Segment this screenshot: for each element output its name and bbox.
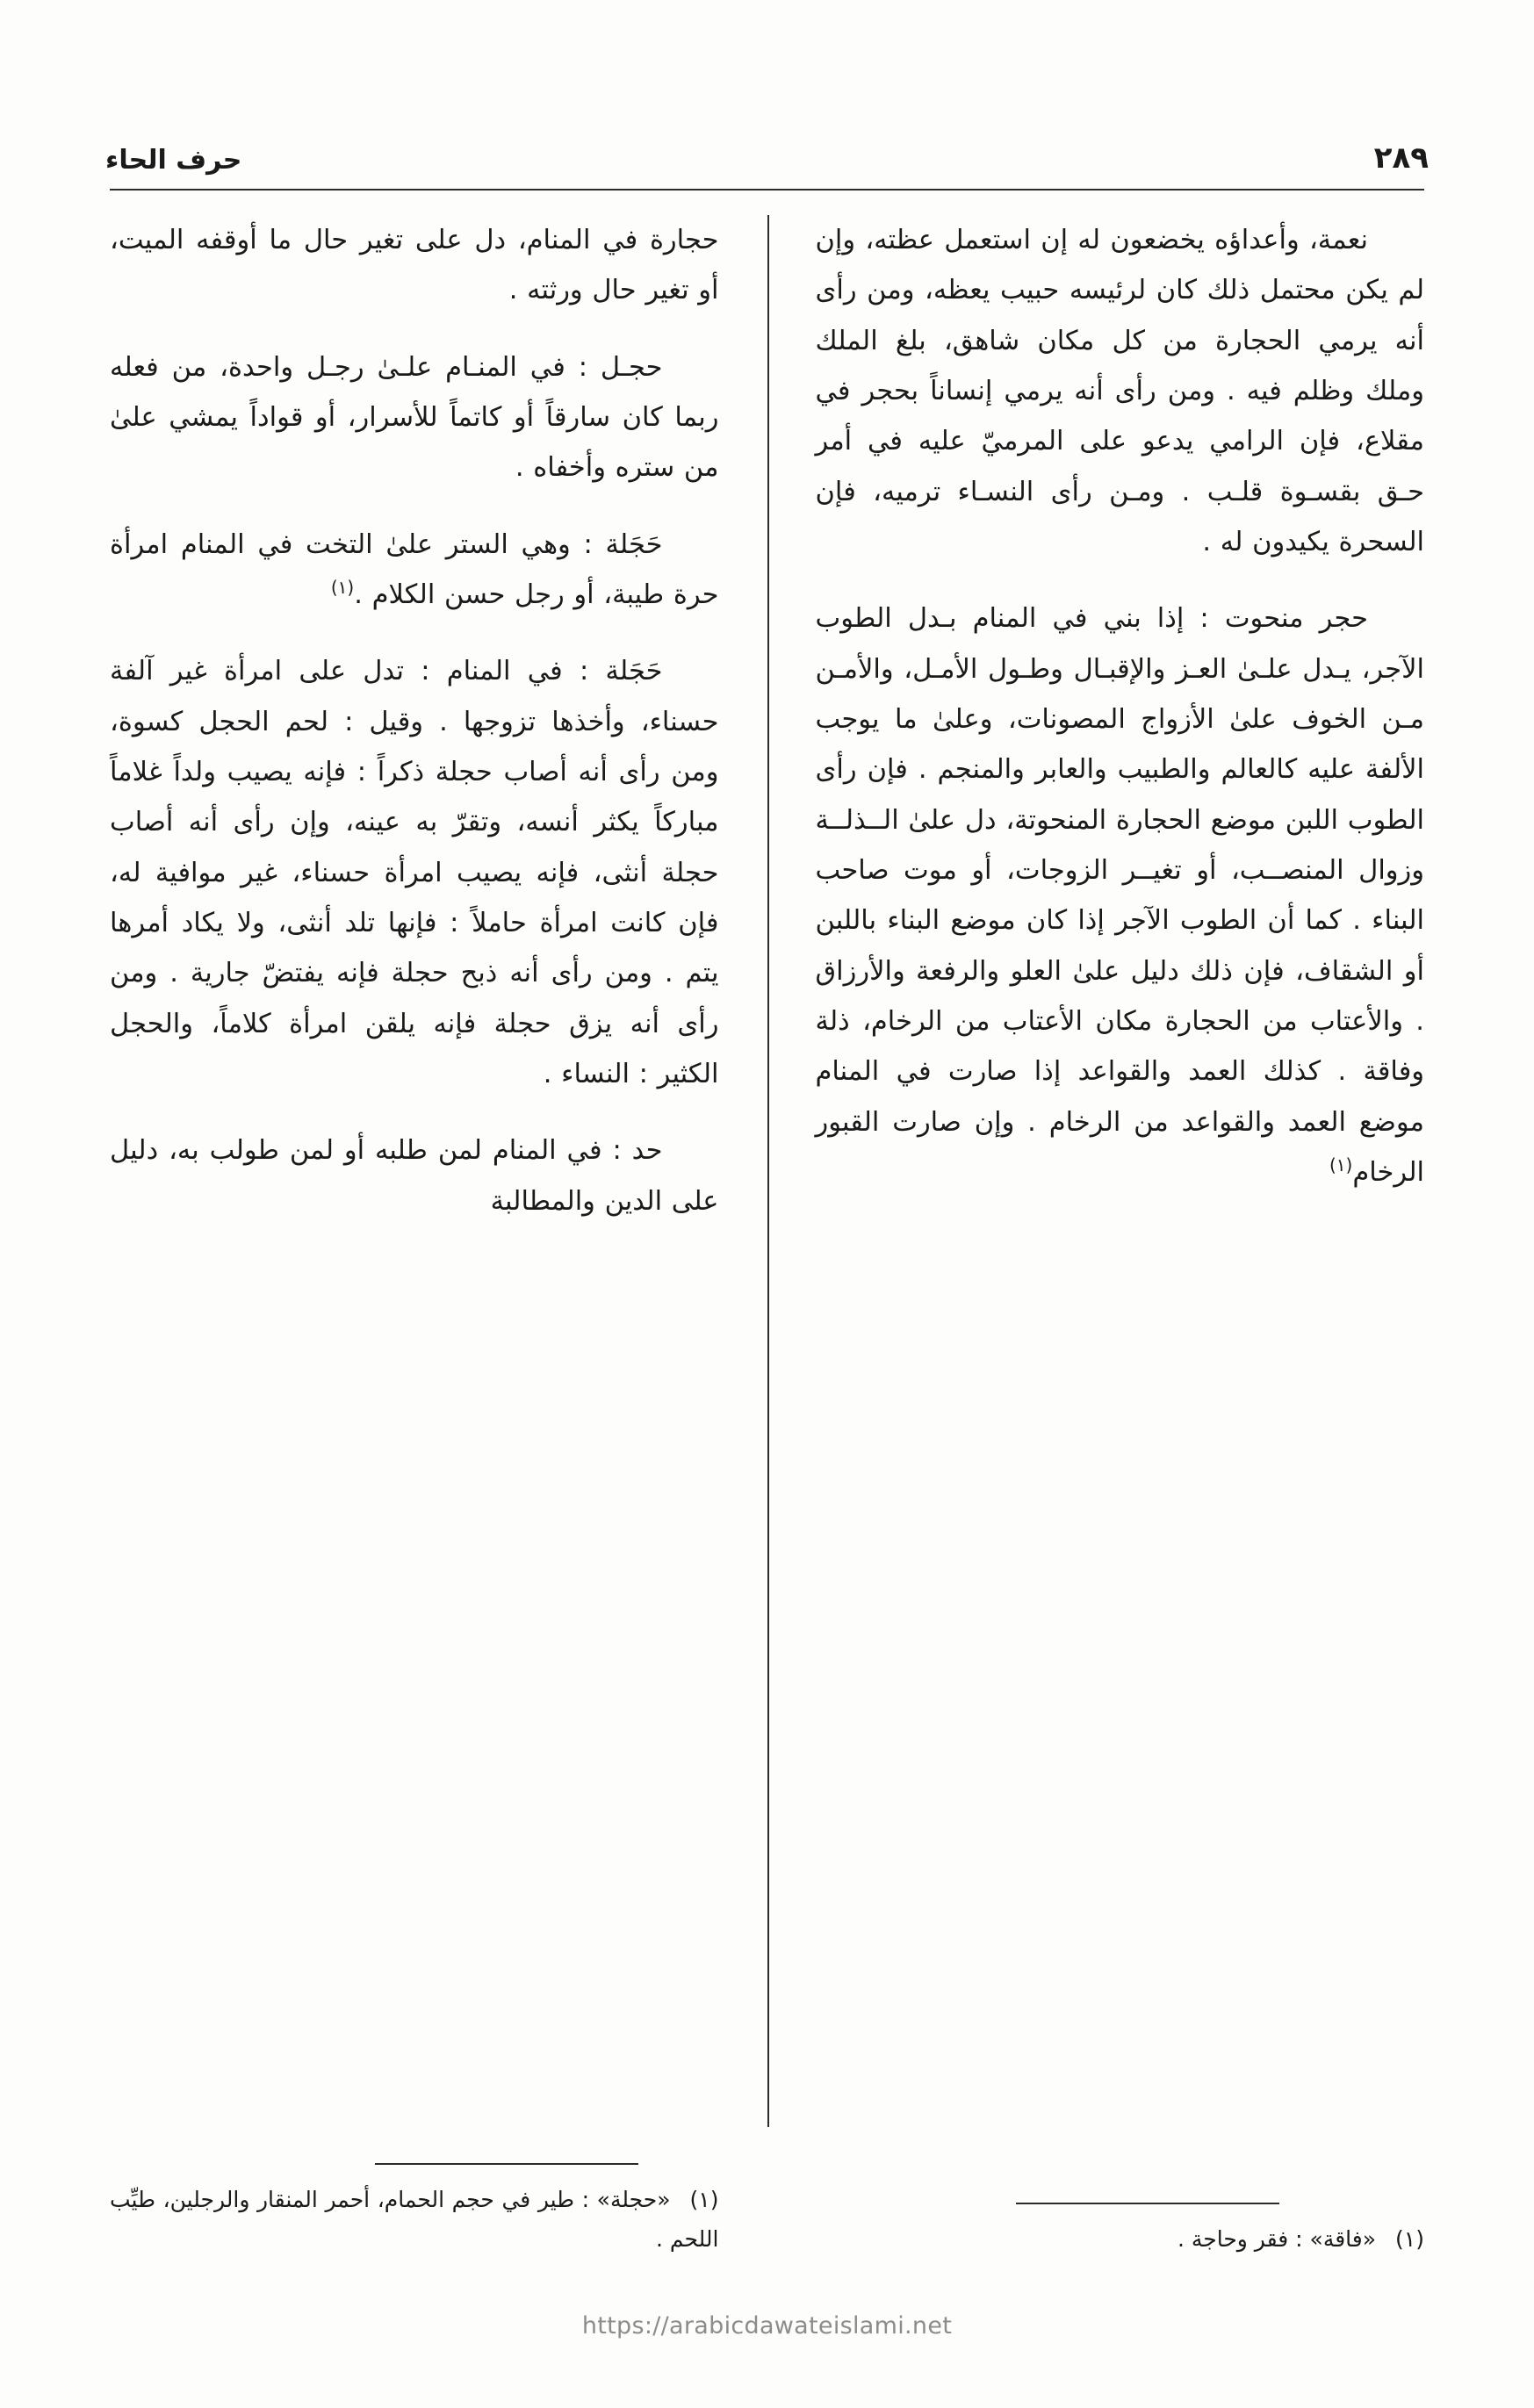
right-column-footnotes	[816, 2194, 1425, 2260]
paragraph: حَجَلة : في المنام : تدل على امرأة غير آلفة حسناء، وأخذها تزوجها . وقيل : لحم الحجل كسوة، ومن رأى أنه أصاب حجلة ذكراً : فإنه يصيب ولداً غلاماً مباركاً يكثر أنسه، وتقرّ به عينه، وإن رأى أنه أصاب حجلة أنثى، فإنه يصيب امرأة حسناء، غير موافية له، فإن كانت امرأة حاملاً : فإنها تلد أنثى، ولا يكاد أمرها يتم . ومن رأى أنه ذبح حجلة فإنه يفتضّ جارية . ومن رأى أنه يزق حجلة فإنه يلقن امرأة كلاماً، والحجل الكثير : النساء .	[110, 656, 719, 1089]
paragraph: حجـل : في المنـام علـىٰ رجـل واحدة، من فعله ربما كان سارقاً أو كاتماً للأسرار، أو قواداً يمشي علىٰ من ستره وأخفاه .	[110, 351, 719, 484]
footnote	[110, 2181, 719, 2259]
page-number: ٢٨٩	[1373, 140, 1429, 176]
watermark-url: https://arabicdawateislami.net	[581, 2312, 953, 2340]
left-column-body	[110, 215, 719, 2154]
paragraph: حَجَلة : وهي الستر علىٰ التخت في المنام امرأة حرة طيبة، أو رجل حسن الكلام .$^{(١)}$	[110, 528, 719, 610]
page-header	[105, 114, 1429, 176]
paragraph: حد : في المنام لمن طلبه أو لمن طولب به، دليل على الدين والمطالبة	[110, 1135, 719, 1217]
paragraph: نعمة، وأعداؤه يخضعون له إن استعمل عظته، وإن لم يكن محتمل ذلك كان لرئيسه حبيب يعظه، ومن رأى أنه يرمي الحجارة من كل مكان شاهق، بلغ الملك وملك وظلم فيه . ومن رأى أنه يرمي إنساناً بحجر في مقلاع، فإن الرامي يدعو على المرميّ عليه في أمر حـق بقسـوة قلـب . ومـن رأى النسـاء ترميه، فإن السحرة يكيدون له .	[815, 225, 1424, 557]
footnote-text: «فاقة» : فقر وحاجة .	[1177, 2225, 1377, 2252]
text-columns	[110, 215, 1424, 2259]
header-divider-rule	[110, 189, 1424, 190]
left-column-footnotes	[110, 2154, 719, 2259]
footnote-marker: (١)	[1395, 2225, 1424, 2252]
footnote-reference-marker: (١)	[1329, 1154, 1353, 1175]
footnote	[816, 2220, 1425, 2260]
left-column	[110, 215, 767, 2259]
chapter-title: حرف الحاء	[105, 145, 242, 176]
footnote-reference-marker: (١)	[330, 576, 355, 598]
right-column-body	[816, 215, 1425, 2194]
footnote-marker: (١)	[689, 2187, 719, 2212]
right-column	[767, 215, 1425, 2259]
paragraph: حجارة في المنام، دل على تغير حال ما أوقفه الميت، أو تغير حال ورثته .	[110, 225, 719, 306]
footnote-separator-rule	[1016, 2203, 1279, 2204]
footnote-separator-rule	[375, 2163, 638, 2165]
paragraph: حجر منحوت : إذا بني في المنام بـدل الطوب الآجر، يـدل علـىٰ العـز والإقبـال وطـول الأمـل، والأمـن مـن الخوف علىٰ الأزواج المصونات، وعلىٰ ما يوجب الألفة عليه كالعالم والطبيب والعابر والمنجم . فإن رأى الطوب اللبن موضع الحجارة المنحوتة، دل علىٰ الــذلــة وزوال المنصــب، أو تغيــر الزوجات، أو موت صاحب البناء . كما أن الطوب الآجر إذا كان موضع البناء باللبن أو الشقاف، فإن ذلك دليل علىٰ العلو والرفعة والأرزاق . والأعتاب من الحجارة مكان الأعتاب من الرخام، ذلة وفاقة . كذلك العمد والقواعد إذا صارت في المنام موضع العمد والقواعد من الرخام . وإن صارت القبور الرخام$^{(١)}$	[815, 603, 1424, 1188]
footnote-text: «حجلة» : طير في حجم الحمام، أحمر المنقار والرجلين، طيِّب اللحم .	[110, 2187, 719, 2252]
